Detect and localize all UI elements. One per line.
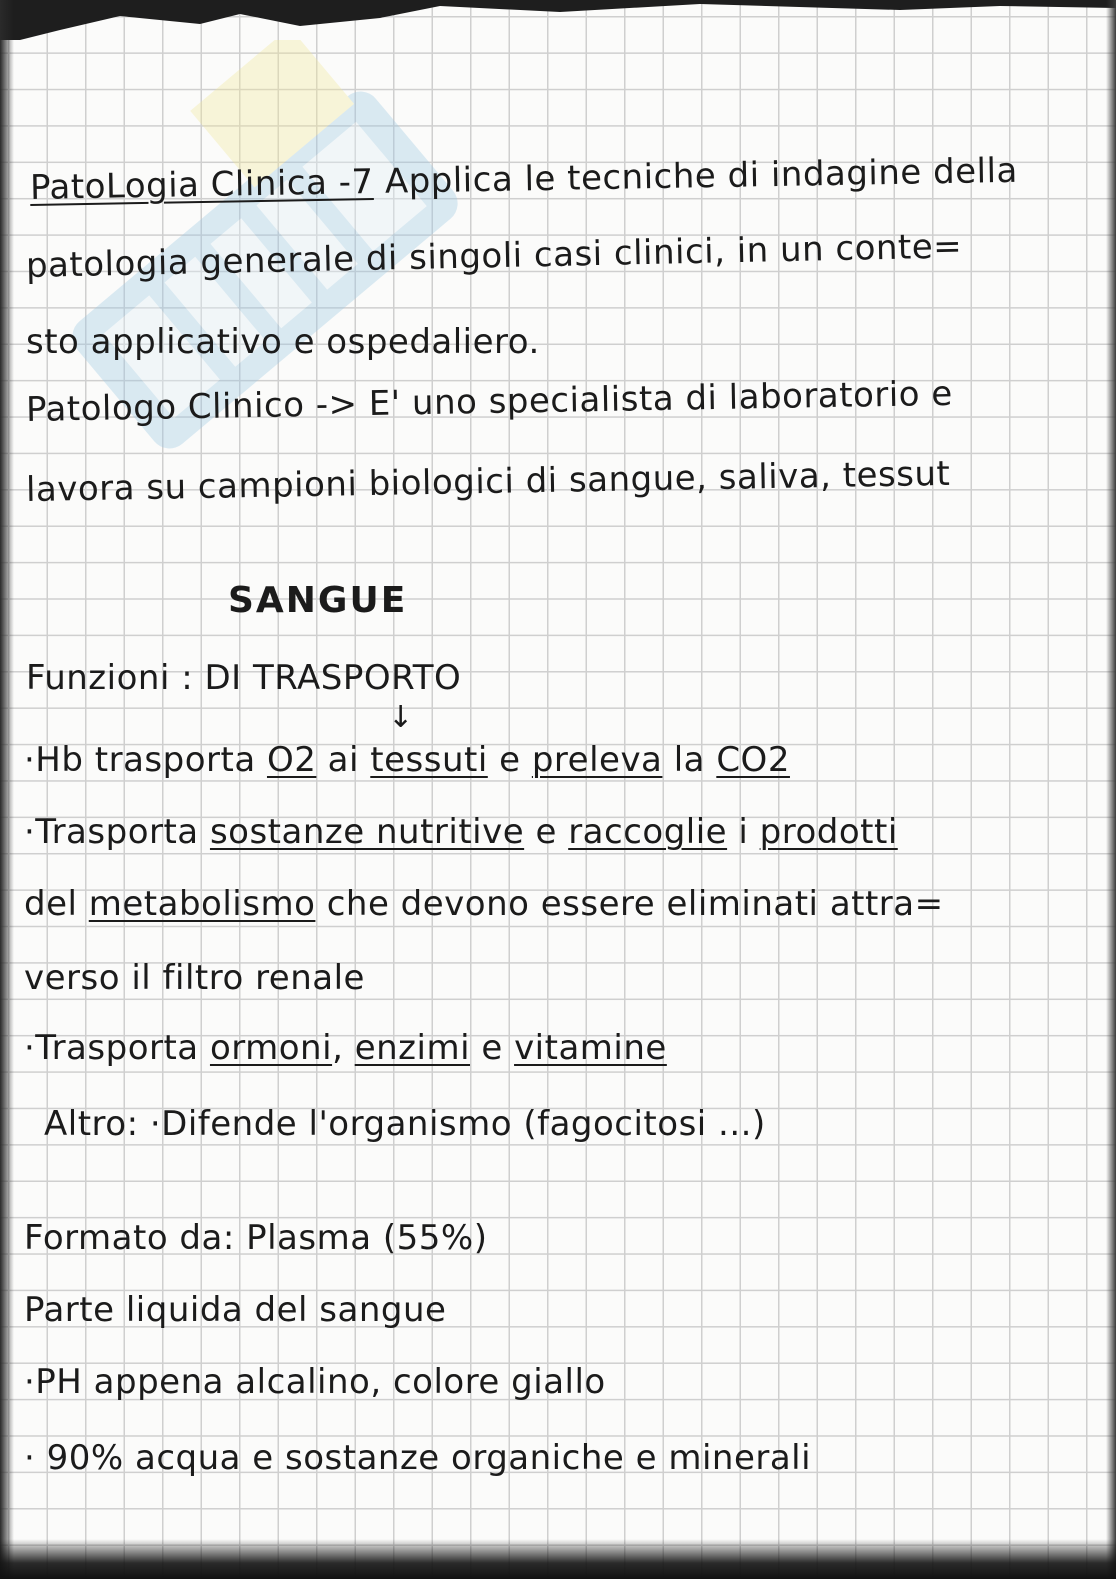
right-shadow-edge <box>1106 0 1116 1579</box>
note-text: la <box>662 740 717 780</box>
note-text: Patologo Clinico -> E' uno specialista di laboratorio e <box>25 373 954 430</box>
note-line-ormoni <box>24 1028 667 1068</box>
term-preleva: preleva <box>531 740 663 780</box>
note-line-parte-liquida <box>24 1290 446 1330</box>
note-text: ·Hb trasporta <box>24 740 267 780</box>
term-o2: O2 <box>266 740 317 780</box>
note-line-acqua <box>24 1438 811 1478</box>
term-co2: CO2 <box>716 740 790 780</box>
term-vitamine: vitamine <box>514 1028 667 1068</box>
note-line-formato <box>24 1218 487 1258</box>
left-shadow-edge <box>0 0 14 1579</box>
note-text: Altro: ·Difende l'organismo (fagocitosi ...) <box>44 1104 766 1144</box>
note-text: Parte liquida del sangue <box>24 1290 447 1330</box>
note-line-altro <box>44 1104 766 1144</box>
note-text: SANGUE <box>228 580 408 621</box>
note-text: ·PH appena alcalino, colore giallo <box>24 1362 606 1402</box>
term-prodotti: prodotti <box>759 812 898 852</box>
note-line-hb <box>24 740 790 780</box>
note-text: e <box>470 1028 515 1068</box>
note-text: patologia generale di singoli casi clinici, in un conte= <box>25 226 963 286</box>
note-text: , <box>332 1028 355 1068</box>
note-text: i <box>727 812 760 852</box>
note-line-ph <box>24 1362 606 1402</box>
note-text: e <box>524 812 569 852</box>
term-tessuti: tessuti <box>370 740 488 780</box>
note-text: sto applicativo e ospedaliero. <box>26 322 540 362</box>
heading-di-trasporto: DI TRASPORTO <box>193 658 462 698</box>
bottom-shadow-edge <box>0 1539 1116 1579</box>
label-funzioni: Funzioni : <box>26 658 194 698</box>
term-ormoni: ormoni <box>209 1028 333 1068</box>
note-line-funzioni <box>26 658 461 698</box>
note-line-filtro <box>24 958 365 998</box>
note-line-metabolismo <box>24 884 944 924</box>
term-metabolismo: metabolismo <box>88 884 316 924</box>
section-title-sangue <box>228 580 407 621</box>
note-text: Applica le tecniche di indagine della <box>373 150 1019 202</box>
note-line-sostanze <box>24 812 898 852</box>
note-line-3 <box>26 322 540 362</box>
note-text: ai <box>316 740 371 780</box>
term-sostanze-nutritive: sostanze nutritive <box>209 812 525 852</box>
note-text: · 90% acqua e sostanze organiche e minerali <box>24 1438 812 1478</box>
note-text: che devono essere eliminati attra= <box>315 884 944 924</box>
note-text: Formato da: Plasma (55%) <box>24 1218 488 1258</box>
torn-top-edge <box>0 0 1116 40</box>
term-enzimi: enzimi <box>354 1028 471 1068</box>
note-text: del <box>24 884 89 924</box>
term-raccoglie: raccoglie <box>568 812 728 852</box>
term-patologia-clinica: PatoLogia Clinica -7 <box>29 162 374 208</box>
note-text: lavora su campioni biologici di sangue, saliva, tessut <box>25 453 951 510</box>
note-text: ·Trasporta <box>24 812 210 852</box>
note-text: ·Trasporta <box>24 1028 210 1068</box>
note-text: verso il filtro renale <box>24 958 365 998</box>
down-arrow-icon: ↓ <box>388 700 414 735</box>
note-text: e <box>487 740 532 780</box>
